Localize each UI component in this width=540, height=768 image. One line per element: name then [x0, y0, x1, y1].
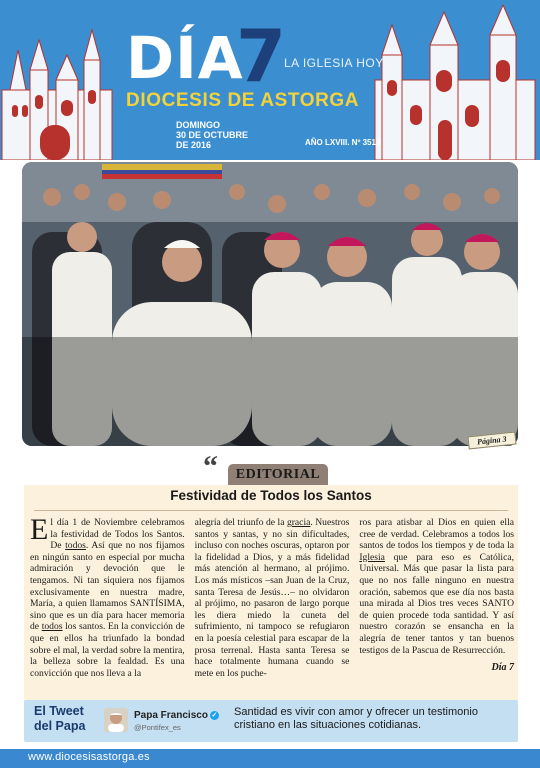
logo-seven: 7 — [236, 14, 287, 98]
page-reference-tag[interactable]: Página 3 — [468, 432, 517, 450]
editorial-signature: Día 7 — [491, 662, 515, 674]
editorial-columns — [30, 513, 515, 722]
tweet-section-label — [34, 704, 85, 734]
tweet-text: Santidad es vivir con amor y ofrecer un testimonio cristiano en las situaciones cotidianas. — [234, 706, 478, 731]
tweet-author-handle[interactable]: @Pontifex_es — [134, 723, 181, 732]
editorial-label: EDITORIAL — [235, 467, 321, 482]
issue-number: AÑO LXVIII. Nº 3519 — [305, 138, 381, 147]
tweet-author-name-text: Papa Francisco — [134, 710, 208, 721]
pope-portrait-icon — [104, 708, 128, 732]
editorial-col1-text-a: l día 1 de Noviembre celebramos la festividad de Todos los Santos. De — [50, 517, 185, 552]
lead-photo — [22, 162, 518, 446]
footer-bar — [0, 749, 540, 768]
editorial-col3-text-b: que para eso es Católica, Universal. Más que pasar la lista para que no nos falle ninguno en nuestra oración, sabemos que ese día nos basta una mirada al Dios tres veces SANTO de quien procede toda santidad. Y así nuestro corazón se ensancha en la alegría de tener tantos y tan buenos testigos de la Pascua de Resurrección. — [359, 551, 515, 656]
logo-tagline: LA IGLESIA HOY — [284, 56, 384, 70]
editorial-col2-text-a: alegría del triunfo de la — [194, 517, 287, 528]
logo-diocese-name: DIOCESIS DE ASTORGA — [126, 90, 360, 111]
editorial-divider — [34, 510, 508, 511]
editorial-box — [24, 485, 518, 725]
cathedral-skyline-left-illustration — [0, 0, 120, 160]
verified-badge-icon: ✓ — [211, 711, 218, 719]
masthead — [0, 0, 540, 160]
bishop-greets-pope-photo — [22, 162, 518, 446]
editorial-column-1 — [30, 513, 185, 722]
editorial-col1-underlined-b: todos — [41, 621, 63, 633]
editorial-title: Festividad de Todos los Santos — [170, 488, 372, 503]
tweet-section-label-line1: El Tweet — [34, 704, 84, 718]
editorial-column-2 — [195, 517, 350, 722]
issue-date-year: DE 2016 — [176, 140, 212, 150]
editorial-col3-text-a: ros para atisbar al Dios en quien ella cree de verdad. Celebramos a todos los santos de todos los tiempos y de toda la — [359, 517, 515, 552]
editorial-dropcap: E — [30, 513, 49, 546]
masthead-logo — [126, 14, 396, 118]
tweet-section-label-line2: del Papa — [34, 719, 86, 733]
pope-tweet-box — [24, 700, 518, 742]
issue-date-weekday: DOMINGO — [176, 120, 220, 130]
issue-date — [176, 120, 248, 150]
editorial-column-3 — [359, 517, 514, 722]
footer-website-link[interactable]: www.diocesisastorga.es — [28, 751, 150, 763]
logo-dia: DÍA — [126, 24, 244, 92]
editorial-col2-text-b: . Nuestros santos y santas, y no sin dificultades, incluso con noches oscuras, optaron por la fidelidad a Dios, y a más fidelidad más atención al hermano, al prójimo. Los más místicos –san Juan de la Cruz, santa Teresa de Jesús…– no olvidaron al prójimo, no pasaron de largo porque les diera miedo la cuneta del sufrimiento, ni tampoco se refugiaron en la poesía celestial para escapar de la prosa terrenal. Hasta santa Teresa se hace totalmente humana cuando se mete en los puche- — [194, 517, 350, 679]
issue-date-day-month: 30 DE OCTUBRE — [176, 130, 249, 140]
editorial-col1-text-b: . Así que no nos fijamos en ningún santo en especial por mucha admiración y devoción que le tengamos. Ni tan siquiera nos fijamos exclusivamente en nuestra madre, María, a quien llamamos SANTÍSIMA, sino que es un día para hacer memoria de — [30, 540, 185, 633]
editorial-col1-underlined-a: todos — [65, 540, 86, 552]
editorial-col2-underlined: gracia — [286, 517, 311, 528]
editorial-col1-text-c: los santos. En la convicción de que en ellos ha triunfado la bondad sobre el mal, la verdad sobre la mentira, la belleza sobre la fealdad. Es una convicción que nos lleva a la — [30, 621, 185, 679]
editorial-col3-underlined: Iglesia — [359, 551, 385, 563]
editorial-quote-icon: “ — [203, 450, 218, 483]
editorial-label-tab — [228, 464, 328, 486]
pope-avatar — [104, 708, 128, 732]
tweet-author-name[interactable] — [134, 710, 219, 721]
